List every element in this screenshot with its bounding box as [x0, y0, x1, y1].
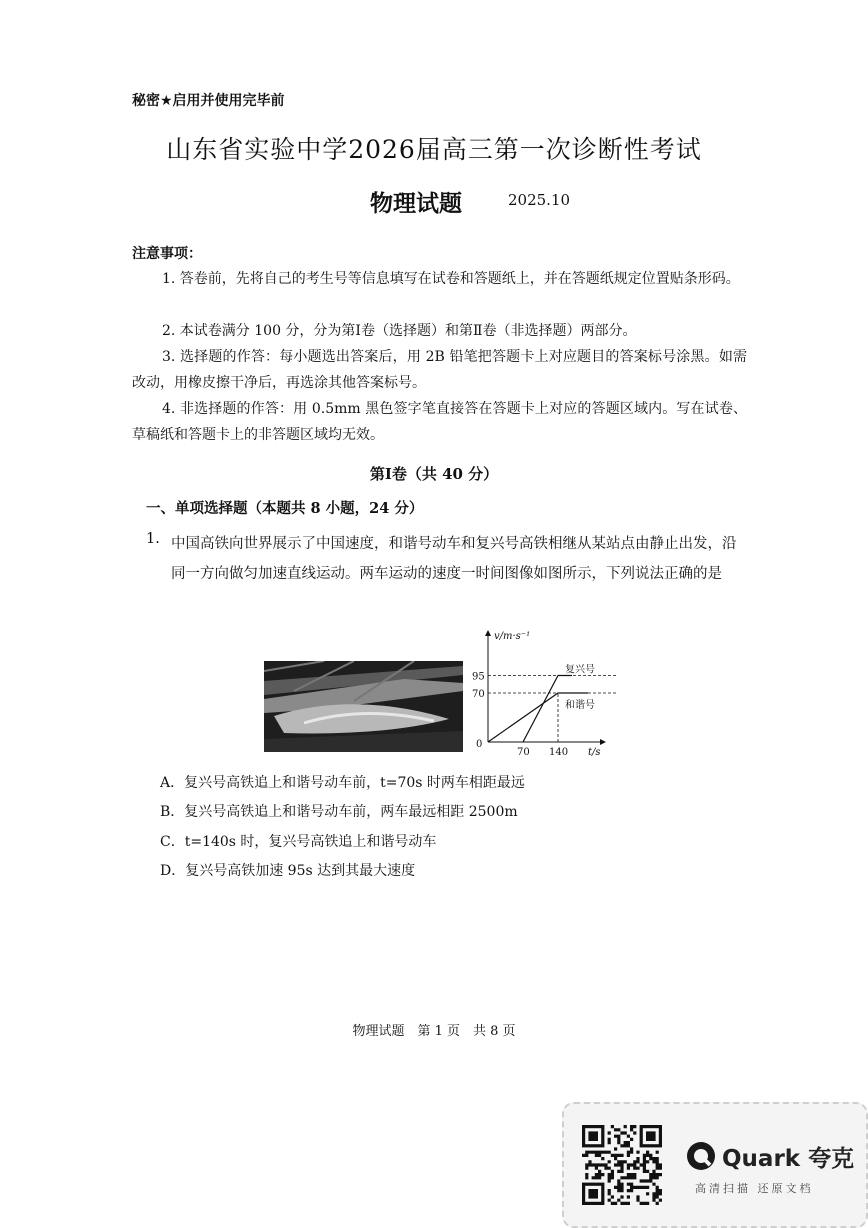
exam-title: 山东省实验中学2026届高三第一次诊断性考试: [166, 135, 702, 164]
part-title: 一、单项选择题（本题共 8 小题，24 分）: [146, 500, 424, 517]
exam-subject: 物理试题: [370, 191, 462, 217]
question-text: 中国高铁向世界展示了中国速度，和谐号动车和复兴号高铁相继从某站点由静止出发，沿同一方向做匀加速直线运动。两车运动的速度一时间图像如图所示，下列说法正确的是: [171, 536, 737, 582]
notice-item: 1. 答卷前，先将自己的考生号等信息填写在试卷和答题纸上，并在答题纸规定位置贴条形码。: [162, 271, 740, 287]
x-tick-label: 140: [549, 747, 569, 756]
y-axis-arrow: [485, 630, 491, 636]
origin-label: 0: [476, 739, 483, 750]
velocity-time-graph: [468, 626, 618, 760]
y-tick-label: 95: [472, 671, 485, 683]
option-a: A．复兴号高铁追上和谐号动车前，t=70s 时两车相距最远: [160, 775, 525, 791]
section-title: 第Ⅰ卷（共 40 分）: [369, 465, 499, 483]
y-tick-label: 70: [472, 689, 485, 700]
notice-item: 4. 非选择题的作答：用 0.5mm 黑色签字笔直接答在答题卡上对应的答题区域内。写在试卷、草稿纸和答题卡上的非答题区域均无效。: [132, 401, 747, 443]
x-tick-label: 70: [517, 747, 530, 756]
series-label: 复兴号: [565, 664, 595, 676]
x-axis-label: t/s: [588, 747, 601, 756]
confidential-mark: 秘密★启用并使用完毕前: [132, 93, 285, 109]
quark-slogan: 高清扫描 还原文档: [695, 1182, 814, 1195]
page-footer: 物理试题 第 1 页 共 8 页: [352, 1024, 516, 1039]
qr-code: [582, 1125, 662, 1205]
exam-date: 2025.10: [508, 191, 571, 209]
notice-heading: 注意事项：: [132, 246, 202, 262]
option-c: C．t=140s 时，复兴号高铁追上和谐号动车: [160, 834, 437, 850]
quark-brand: Quark 夸克: [722, 1146, 855, 1172]
y-axis-label: v/m·s⁻¹: [494, 631, 531, 642]
train-photo: [264, 661, 463, 752]
quark-logo-icon: [686, 1141, 716, 1171]
x-axis-arrow: [600, 739, 606, 745]
question-number: 1.: [146, 531, 160, 547]
option-b: B．复兴号高铁追上和谐号动车前，两车最远相距 2500m: [160, 804, 518, 820]
series-label: 和谐号: [565, 700, 595, 711]
notice-item: 3. 选择题的作答：每小题选出答案后，用 2B 铅笔把答题卡上对应题目的答案标号涂黑。如需改动，用橡皮擦干净后，再选涂其他答案标号。: [132, 349, 747, 391]
option-d: D．复兴号高铁加速 95s 达到其最大速度: [160, 863, 416, 879]
notice-item: 2. 本试卷满分 100 分，分为第Ⅰ卷（选择题）和第Ⅱ卷（非选择题）两部分。: [162, 323, 637, 339]
